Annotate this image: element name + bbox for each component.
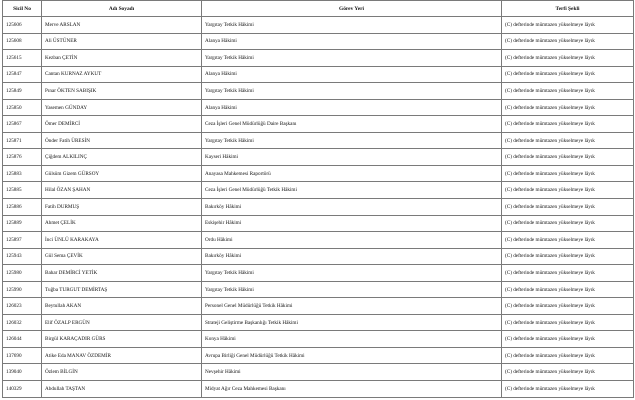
cell-adi-soyadi: Pınar ÖKTEN SABIŞIK: [42, 83, 202, 100]
cell-gorev-yeri: Kayseri Hâkimi: [202, 149, 502, 166]
header-gorev-yeri: Görev Yeri: [202, 1, 502, 17]
cell-sicil-no: 125871: [3, 132, 42, 149]
cell-sicil-no: 125885: [3, 182, 42, 199]
table-row: [3, 248, 634, 265]
cell-terfi-sekli: (C) defterinde mümtazen yükselmeye lâyık: [502, 215, 634, 232]
table-row: [3, 165, 634, 182]
cell-sicil-no: 137690: [3, 347, 42, 364]
cell-adi-soyadi: Gül Sema ÇEVİK: [42, 248, 202, 265]
cell-sicil-no: 125886: [3, 199, 42, 216]
table-row: [3, 132, 634, 149]
table-row: [3, 265, 634, 282]
cell-gorev-yeri: Bakırköy Hâkimi: [202, 199, 502, 216]
table-row: [3, 17, 634, 34]
cell-sicil-no: 126044: [3, 331, 42, 348]
cell-gorev-yeri: Ordu Hâkimi: [202, 232, 502, 249]
cell-gorev-yeri: Nevşehir Hâkimi: [202, 364, 502, 381]
table-row: [3, 33, 634, 50]
table-row: [3, 298, 634, 315]
cell-gorev-yeri: Alanya Hâkimi: [202, 66, 502, 83]
cell-terfi-sekli: (C) defterinde mümtazen yükselmeye lâyık: [502, 99, 634, 116]
cell-adi-soyadi: Tuğba TURGUT DEMİRTAŞ: [42, 281, 202, 298]
table-row: [3, 149, 634, 166]
table-row: [3, 331, 634, 348]
table-row: [3, 116, 634, 133]
table-header: [3, 1, 634, 17]
cell-terfi-sekli: (C) defterinde mümtazen yükselmeye lâyık: [502, 199, 634, 216]
cell-terfi-sekli: (C) defterinde mümtazen yükselmeye lâyık: [502, 331, 634, 348]
cell-adi-soyadi: Merve ARSLAN: [42, 17, 202, 34]
header-sicil-no: Sicil No: [3, 1, 42, 17]
table-row: [3, 364, 634, 381]
header-adi-soyadi: Adı Soyadı: [42, 1, 202, 17]
cell-gorev-yeri: Yargıtay Tetkik Hâkimi: [202, 83, 502, 100]
cell-adi-soyadi: Kezban ÇETİN: [42, 50, 202, 67]
cell-gorev-yeri: Anayasa Mahkemesi Raportörü: [202, 165, 502, 182]
cell-terfi-sekli: (C) defterinde mümtazen yükselmeye lâyık: [502, 248, 634, 265]
cell-adi-soyadi: Ömer DEMİRCİ: [42, 116, 202, 133]
cell-adi-soyadi: Önder Fatih ÜRESİN: [42, 132, 202, 149]
cell-sicil-no: 125876: [3, 149, 42, 166]
cell-gorev-yeri: Bakırköy Hâkimi: [202, 248, 502, 265]
cell-terfi-sekli: (C) defterinde mümtazen yükselmeye lâyık: [502, 165, 634, 182]
cell-terfi-sekli: (C) defterinde mümtazen yükselmeye lâyık: [502, 132, 634, 149]
cell-gorev-yeri: Personel Genel Müdürlüğü Tetkik Hâkimi: [202, 298, 502, 315]
cell-gorev-yeri: Eskişehir Hâkimi: [202, 215, 502, 232]
cell-gorev-yeri: Avrupa Birliği Genel Müdürlüğü Tetkik Hâkimi: [202, 347, 502, 364]
cell-terfi-sekli: (C) defterinde mümtazen yükselmeye lâyık: [502, 33, 634, 50]
cell-sicil-no: 125943: [3, 248, 42, 265]
cell-adi-soyadi: Birgül KARAÇADIR GÜRS: [42, 331, 202, 348]
cell-sicil-no: 125889: [3, 215, 42, 232]
table-row: [3, 182, 634, 199]
cell-terfi-sekli: (C) defterinde mümtazen yükselmeye lâyık: [502, 182, 634, 199]
table-body: [3, 17, 634, 398]
cell-sicil-no: 125990: [3, 281, 42, 298]
table-row: [3, 66, 634, 83]
cell-adi-soyadi: Cantan KURNAZ AYKUT: [42, 66, 202, 83]
cell-terfi-sekli: (C) defterinde mümtazen yükselmeye lâyık: [502, 347, 634, 364]
cell-terfi-sekli: (C) defterinde mümtazen yükselmeye lâyık: [502, 298, 634, 315]
cell-adi-soyadi: Fatih DURMUŞ: [42, 199, 202, 216]
cell-terfi-sekli: (C) defterinde mümtazen yükselmeye lâyık: [502, 116, 634, 133]
cell-adi-soyadi: Elif ÖZALP ERGÜN: [42, 314, 202, 331]
cell-terfi-sekli: (C) defterinde mümtazen yükselmeye lâyık: [502, 83, 634, 100]
cell-gorev-yeri: Midyat Ağır Ceza Mahkemesi Başkanı: [202, 381, 502, 398]
cell-adi-soyadi: Yasemen GÜNDAY: [42, 99, 202, 116]
table-row: [3, 99, 634, 116]
cell-gorev-yeri: Yargıtay Tetkik Hâkimi: [202, 50, 502, 67]
cell-gorev-yeri: Yargıtay Tetkik Hâkimi: [202, 265, 502, 282]
cell-terfi-sekli: (C) defterinde mümtazen yükselmeye lâyık: [502, 314, 634, 331]
cell-terfi-sekli: (C) defterinde mümtazen yükselmeye lâyık: [502, 232, 634, 249]
table-row: [3, 347, 634, 364]
cell-terfi-sekli: (C) defterinde mümtazen yükselmeye lâyık: [502, 364, 634, 381]
table-row: [3, 314, 634, 331]
cell-adi-soyadi: Gülsüm Gizem GÜRSOY: [42, 165, 202, 182]
cell-terfi-sekli: (C) defterinde mümtazen yükselmeye lâyık: [502, 66, 634, 83]
table-row: [3, 215, 634, 232]
header-terfi-sekli: Terfi Şekli: [502, 1, 634, 17]
cell-gorev-yeri: Ceza İşleri Genel Müdürlüğü Daire Başkanı: [202, 116, 502, 133]
cell-gorev-yeri: Yargıtay Tetkik Hâkimi: [202, 132, 502, 149]
cell-terfi-sekli: (C) defterinde mümtazen yükselmeye lâyık: [502, 265, 634, 282]
cell-terfi-sekli: (C) defterinde mümtazen yükselmeye lâyık: [502, 281, 634, 298]
cell-terfi-sekli: (C) defterinde mümtazen yükselmeye lâyık: [502, 381, 634, 398]
cell-adi-soyadi: İnci ÜNLÜ KARAKAYA: [42, 232, 202, 249]
cell-gorev-yeri: Alanya Hâkimi: [202, 99, 502, 116]
cell-adi-soyadi: Abdullah TAŞTAN: [42, 381, 202, 398]
cell-sicil-no: 125849: [3, 83, 42, 100]
cell-adi-soyadi: Atike Eda MANAV ÖZDEMİR: [42, 347, 202, 364]
cell-terfi-sekli: (C) defterinde mümtazen yükselmeye lâyık: [502, 17, 634, 34]
cell-sicil-no: 139040: [3, 364, 42, 381]
cell-adi-soyadi: Bahar DEMİRCİ YETİK: [42, 265, 202, 282]
cell-sicil-no: 126023: [3, 298, 42, 315]
table-row: [3, 83, 634, 100]
header-row: [3, 1, 634, 17]
cell-sicil-no: 125897: [3, 232, 42, 249]
cell-adi-soyadi: Özlem BİLGİN: [42, 364, 202, 381]
cell-sicil-no: 126032: [3, 314, 42, 331]
cell-sicil-no: 140329: [3, 381, 42, 398]
promotion-table: [2, 0, 634, 398]
cell-adi-soyadi: Hilal ÖZAN ŞAHAN: [42, 182, 202, 199]
cell-gorev-yeri: Strateji Geliştirme Başkanlığı Tetkik Hâkimi: [202, 314, 502, 331]
table-row: [3, 281, 634, 298]
cell-sicil-no: 125847: [3, 66, 42, 83]
cell-sicil-no: 125980: [3, 265, 42, 282]
table-row: [3, 199, 634, 216]
cell-sicil-no: 125615: [3, 50, 42, 67]
table-row: [3, 50, 634, 67]
cell-gorev-yeri: Alanya Hâkimi: [202, 33, 502, 50]
cell-adi-soyadi: Ali ÜSTÜNER: [42, 33, 202, 50]
cell-adi-soyadi: Ahmet ÇELİK: [42, 215, 202, 232]
cell-sicil-no: 125883: [3, 165, 42, 182]
table-row: [3, 381, 634, 398]
cell-gorev-yeri: Yargıtay Tetkik Hâkimi: [202, 281, 502, 298]
cell-terfi-sekli: (C) defterinde mümtazen yükselmeye lâyık: [502, 149, 634, 166]
cell-gorev-yeri: Ceza İşleri Genel Müdürlüğü Tetkik Hâkimi: [202, 182, 502, 199]
cell-terfi-sekli: (C) defterinde mümtazen yükselmeye lâyık: [502, 50, 634, 67]
cell-gorev-yeri: Yargıtay Tetkik Hâkimi: [202, 17, 502, 34]
cell-sicil-no: 125608: [3, 33, 42, 50]
cell-gorev-yeri: Konya Hâkimi: [202, 331, 502, 348]
cell-adi-soyadi: Çiğdem ALKILINÇ: [42, 149, 202, 166]
cell-adi-soyadi: Beytullah AKAN: [42, 298, 202, 315]
table-row: [3, 232, 634, 249]
cell-sicil-no: 125850: [3, 99, 42, 116]
cell-sicil-no: 125606: [3, 17, 42, 34]
cell-sicil-no: 125867: [3, 116, 42, 133]
